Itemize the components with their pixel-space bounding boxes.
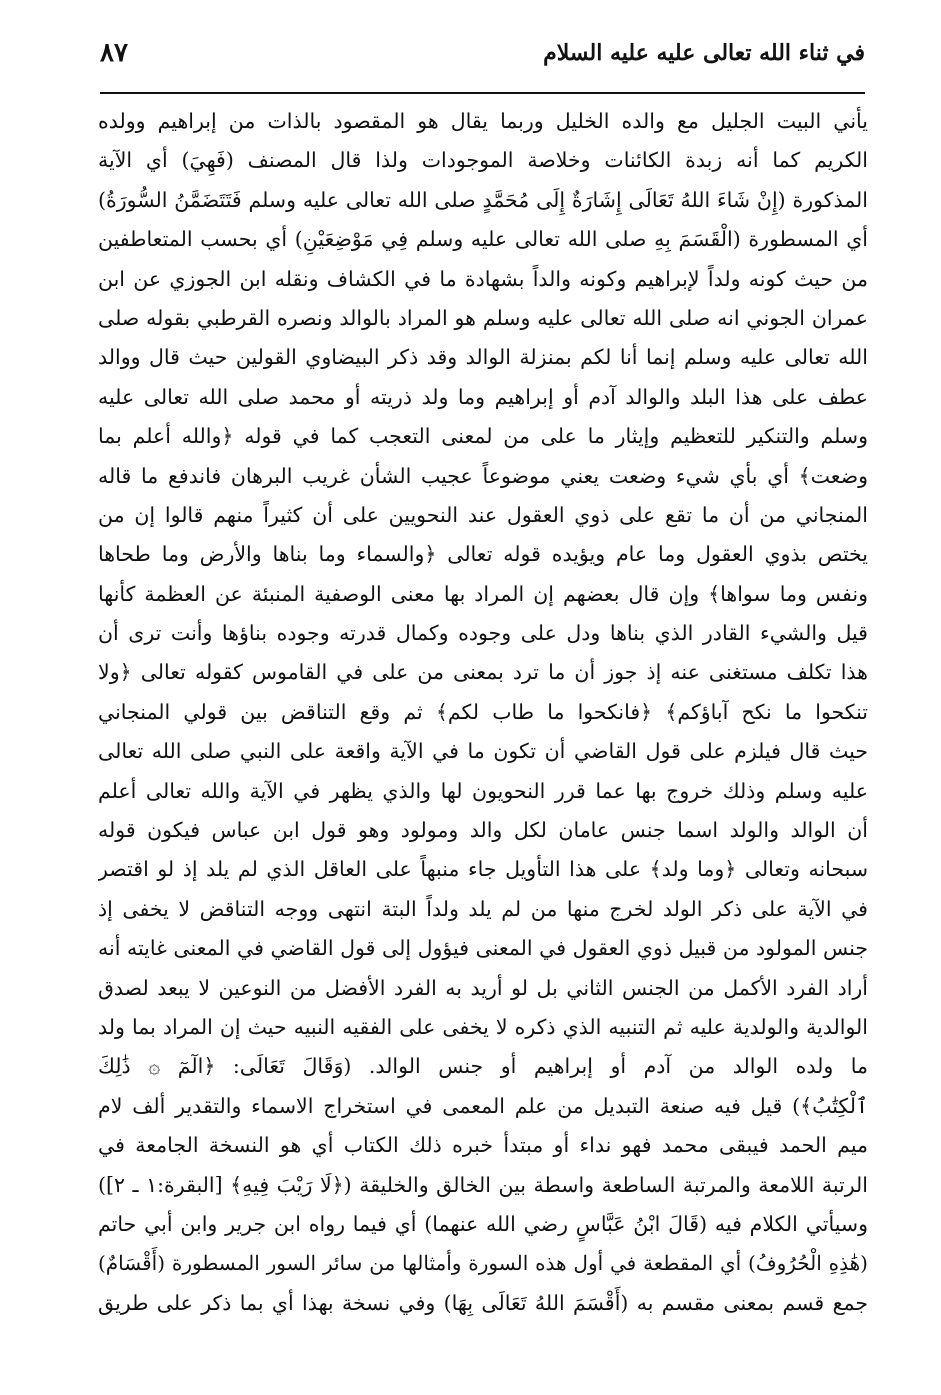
text-line: سبحانه وتعالى ﴿وما ولد﴾ على هذا التأويل جاء منبهاً على العاقل الذي لم يلد إذ لو اقتصر xyxy=(98,857,868,882)
text-line: يختص بذوي العقول وما عام ويؤيده قوله تعالى ﴿والسماء وما بناها والأرض وما طحاها xyxy=(98,542,868,567)
text-line: قيل والشيء القادر الذي بناها ودل على وجوده وكمال قدرته وجوده بناؤها وأنت ترى أن xyxy=(98,621,868,646)
text-line: جمع قسم بمعنى مقسم به (أَقْسَمَ اللهُ تَعَالَى بِهَا) وفي نسخة بهذا أي بما ذكر على طريق xyxy=(98,1290,868,1315)
text-line: تنكحوا ما نكح آباؤكم﴾ ﴿فانكحوا ما طاب لكم﴾ ثم وقع التناقض بين قولي المنجاني xyxy=(98,699,868,724)
page-number: ٨٧ xyxy=(100,38,128,68)
text-line: جنس المولود من قبيل ذوي العقول في المعنى فيؤول إلى قول القاضي في المعنى غايته أنه xyxy=(98,936,868,961)
text-line: المذكورة (إِنْ شَاءَ اللهُ تَعَالَى إِشَارَةٌ إِلَى مُحَمَّدٍ صلى الله تعالى عليه وسلم فَتَتَضَمَّنُ السُّورَةُ) xyxy=(98,187,868,212)
running-header xyxy=(100,36,865,86)
text-line: وسيأتي الكلام فيه (قَالَ ابْنُ عَبَّاسٍ رضي الله عنهما) أي فيما رواه ابن جرير وابن أبي حاتم xyxy=(98,1211,868,1236)
text-line: الرتبة اللامعة والمرتبة الساطعة واسطة بين الخالق والخليقة (﴿لَا رَيْبَ فِيهِ﴾ [البقرة:١ ـ ٢]) xyxy=(98,1172,868,1197)
text-line: عمران الجوني انه صلى الله تعالى عليه وسلم هو المراد بالوالد ونصره القرطبي بقوله صلى xyxy=(98,305,868,330)
text-line: المنجاني من أن ما تقع على ذوي العقول عند النحويين على أن كثيراً منهم قالوا إن من xyxy=(98,502,868,527)
text-line: عطف على هذا البلد والوالد آدم أو إبراهيم وما ولد ذريته أو محمد صلى الله تعالى عليه xyxy=(98,384,868,409)
text-line: ونفس وما سواها﴾ وإن قال بعضهم إن المراد بها معنى الوصفية المنبئة عن العظمة كأنها xyxy=(98,581,868,606)
running-title: في ثناء الله تعالى عليه عليه السلام xyxy=(543,40,865,66)
text-line: الله تعالى عليه وسلم إنما أنا لكم بمنزلة الوالد وقد ذكر البيضاوي القولين حيث قال ووالد xyxy=(98,345,868,370)
text-line: أراد الفرد الأكمل من الجنس الثاني بل لو أريد به الفرد الأفضل من النوعين لا يبعد لصدق xyxy=(98,975,868,1000)
header-divider xyxy=(100,92,865,94)
text-line: عليه وسلم وذلك خروج بها عما قرر النحويون لها والذي يظهر في الآية والله تعالى أعلم xyxy=(98,778,868,803)
text-line: أي المسطورة (الْقَسَمَ بِهِ صلى الله تعالى عليه وسلم فِي مَوْضِعَيْنِ) أي بحسب المتعاطفين xyxy=(98,227,868,252)
text-line: من حيث كونه ولداً لإبراهيم وكونه والداً بشهادة ما في الكشاف ونقله ابن الجوزي عن ابن xyxy=(98,266,868,291)
text-line: (هَٰذِهِ الْحُرُوفُ) أي المقطعة في أول هذه السورة وأمثالها من سائر السور المسطورة (أَقْسَامٌ) xyxy=(98,1251,868,1276)
text-line: وضعت﴾ أي بأي شيء وضعت يعني موضوعاً عجيب الشأن غريب البرهان فاندفع ما قاله xyxy=(98,463,868,488)
text-line: وسلم والتنكير للتعظيم وإيثار ما على من لمعنى التعجب كما في قوله ﴿والله أعلم بما xyxy=(98,424,868,449)
text-line: حيث قال فيلزم على قول القاضي أن تكون ما في الآية واقعة على النبي صلى الله تعالى xyxy=(98,739,868,764)
text-line: أن الوالد والولد اسما جنس عامان لكل والد ومولود وهو قول ابن عباس فيكون قوله xyxy=(98,818,868,843)
text-line: هذا تكلف مستغنى عنه إذ جوز أن ما ترد بمعنى من على في القاموس كقوله تعالى ﴿ولا xyxy=(98,660,868,685)
text-line: ما ولده الوالد من آدم أو إبراهيم أو جنس الوالد. (وَقَالَ تَعَالَى: ﴿الٓمٓ ۞ ذَٰلِكَ xyxy=(98,1054,868,1079)
text-line: يأني البيت الجليل مع والده الخليل وربما يقال هو المقصود بالذات من إبراهيم وولده xyxy=(98,109,868,133)
body-text xyxy=(98,102,868,1323)
text-line: الوالدية والولدية عليه ثم التنبيه الذي ذكره لا يخفى على الفقيه النبيه حيث إن المراد بما ولد xyxy=(98,1014,868,1039)
text-line: ميم الحمد فيبقى محمد فهو نداء أو مبتدأ خبره ذلك الكتاب أي هو النسخة الجامعة في xyxy=(98,1133,868,1158)
text-line: ٱلْكِتَٰبُ﴾) قيل فيه صنعة التبديل من علم المعمى في استخراج الاسماء والتقدير ألف لام xyxy=(98,1093,868,1118)
text-line: في الآية على ذكر الولد لخرج منها من لم يلد ولداً البتة انتهى ووجه التناقض لا يخفى إذ xyxy=(98,896,868,921)
text-line: الكريم كما أنه زبدة الكائنات وخلاصة الموجودات ولذا قال المصنف (فَهِيَ) أي الآية xyxy=(98,148,868,173)
